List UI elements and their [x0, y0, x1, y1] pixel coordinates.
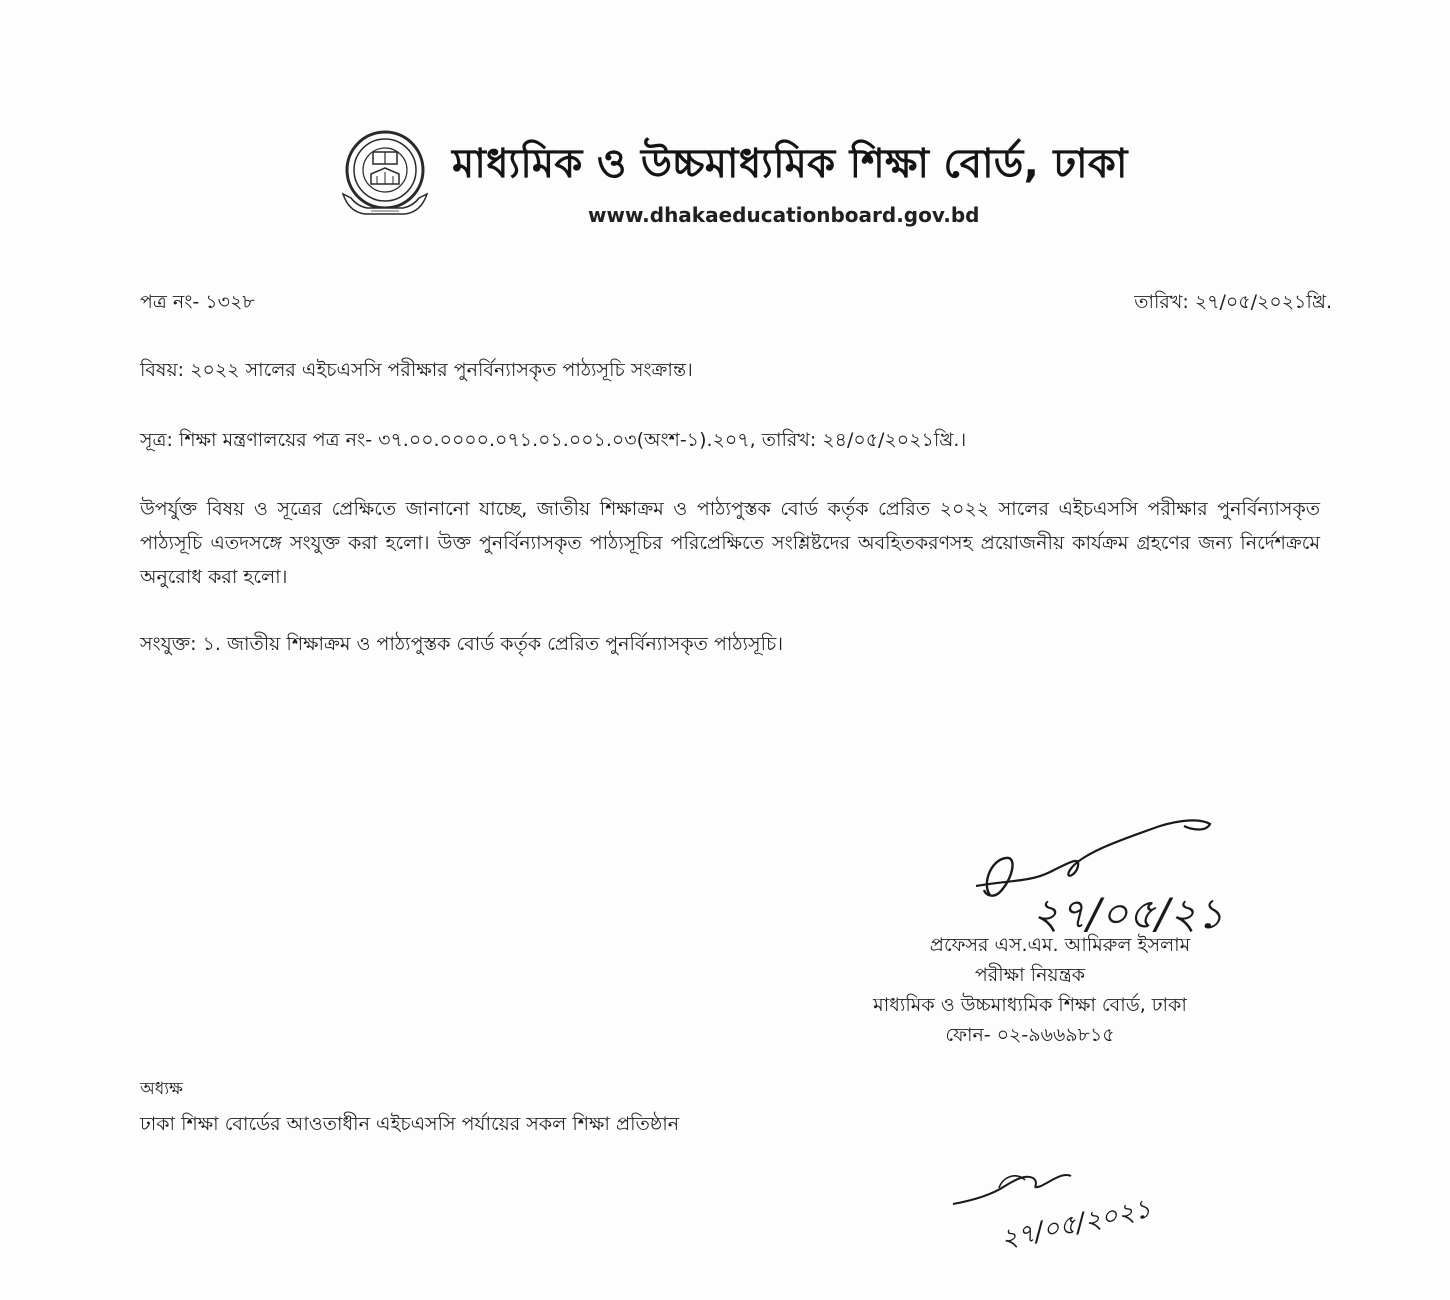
body-paragraph: উপর্যুক্ত বিষয় ও সূত্রের প্রেক্ষিতে জানানো যাচ্ছে, জাতীয় শিক্ষাক্রম ও পাঠ্যপুস্তক বোর্ড কর্তৃক প্রেরিত ২০২২ সালের এইচএসসি পরীক্ষার পুনর্বিন্যাসকৃত পাঠ্যসূচি এতদসঙ্গে সংযুক্ত করা হলো। উক্ত পুনর্বিন্যাসকৃত পাঠ্যসূচির পরিপ্রেক্ষিতে সংশ্লিষ্টদের অবহিতকরণসহ প্রয়োজনীয় কার্যক্রম গ্রহণের জন্য নির্দেশক্রমে অনুরোধ করা হলো। [140, 498, 1320, 588]
memo-number: পত্র নং- ১৩২৮ [140, 291, 255, 313]
signature-icon [960, 800, 1270, 940]
reference-line: সূত্র: শিক্ষা মন্ত্রণালয়ের পত্র নং- ৩৭.০০.০০০০.০৭১.০১.০০১.০৩(অংশ-১).২০৭, তারিখ: ২৪/০৫/২০২১খ্রি.। [140, 429, 967, 451]
recipient-institutions: ঢাকা শিক্ষা বোর্ডের আওতাধীন এইচএসসি পর্যায়ের সকল শিক্ষা প্রতিষ্ঠান [140, 1113, 680, 1135]
recipient-title: অধ্যক্ষ [140, 1079, 183, 1099]
memo-date: তারিখ: ২৭/০৫/২০২১খ্রি. [1134, 291, 1332, 313]
board-website-link[interactable]: www.dhakaeducationboard.gov.bd [588, 203, 980, 227]
board-seal-icon [335, 122, 435, 222]
svg-text:২৭/০৫/২১: ২৭/০৫/২১ [1032, 889, 1225, 938]
signatory-phone: ফোন- ০২-৯৬৬৯৮১৫ [945, 1024, 1115, 1046]
enclosure-line: সংযুক্ত: ১. জাতীয় শিক্ষাক্রম ও পাঠ্যপুস্তক বোর্ড কর্তৃক প্রেরিত পুনর্বিন্যাসকৃত পাঠ্যসূচি। [140, 633, 784, 655]
signatory-name: প্রফেসর এস.এম. আমিরুল ইসলাম [929, 934, 1191, 956]
initials-icon [945, 1160, 1160, 1265]
signatory-designation: পরীক্ষা নিয়ন্ত্রক [974, 964, 1086, 986]
svg-text:২৭/০৫/২০২১: ২৭/০৫/২০২১ [998, 1193, 1154, 1255]
subject-line: বিষয়: ২০২২ সালের এইচএসসি পরীক্ষার পুনর্বিন্যাসকৃত পাঠ্যসূচি সংক্রান্ত। [140, 359, 693, 381]
board-title: মাধ্যমিক ও উচ্চমাধ্যমিক শিক্ষা বোর্ড, ঢাকা [452, 141, 1128, 187]
signatory-block [830, 930, 1230, 1050]
signatory-organization: মাধ্যমিক ও উচ্চমাধ্যমিক শিক্ষা বোর্ড, ঢাকা [873, 994, 1187, 1016]
